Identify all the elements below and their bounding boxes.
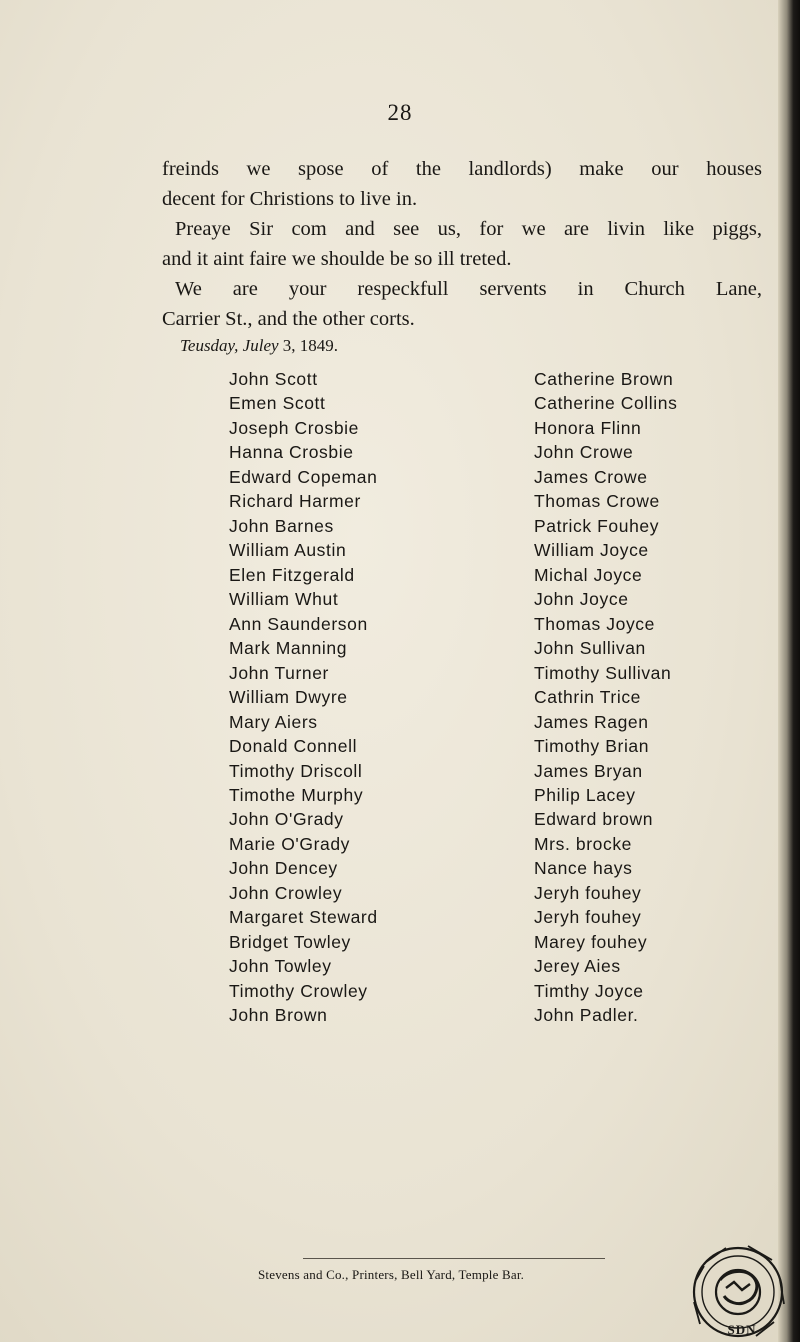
svg-text:SDN: SDN [727,1322,757,1337]
signatory-list-left [229,367,378,1028]
signatory-name: Timothe Murphy [229,784,364,805]
signatory-name: Marie O'Grady [229,833,351,854]
signatory-name: Timothy Driscoll [229,760,363,781]
letter-date [180,336,338,356]
paragraph-line: freinds we spose of the landlords) make our houses [162,158,762,180]
signatory-name: Timothy Crowley [229,980,368,1001]
signatory-name: Edward brown [534,809,654,830]
signatory-name: Patrick Fouhey [534,515,660,536]
signatory-name: Mark Manning [229,638,348,659]
signatory-name: Bridget Towley [229,931,351,952]
signatory-name: William Joyce [534,540,649,561]
page-binding-edge [778,0,800,1342]
signatory-name: Thomas Joyce [534,613,655,634]
signatory-name: Margaret Steward [229,907,378,928]
signatory-name: John Crowe [534,442,634,463]
signatory-name: John Turner [229,662,329,683]
signatory-name: Timthy Joyce [534,980,644,1001]
printer-rule [303,1258,605,1259]
signatory-name: John Crowley [229,882,343,903]
signatory-name: John Brown [229,1005,328,1026]
signatory-name: William Dwyre [229,687,348,708]
signatory-name: William Whut [229,589,339,610]
letter-paragraph-3 [162,274,762,334]
signatory-name: James Ragen [534,711,649,732]
paragraph-line: Carrier St., and the other corts. [162,308,415,330]
signatory-name: John Padler. [534,1005,639,1026]
page-number: 28 [387,100,413,125]
signatory-name: Elen Fitzgerald [229,564,355,585]
signatory-name: John Joyce [534,589,629,610]
signatory-name: John Sullivan [534,638,646,659]
signatory-name: Emen Scott [229,393,326,414]
signatory-name: John O'Grady [229,809,344,830]
signatory-name: Edward Copeman [229,466,378,487]
signatory-name: Mary Aiers [229,711,318,732]
signatory-name: Richard Harmer [229,491,361,512]
signatory-name: Jerey Aies [534,956,621,977]
signatory-name: Ann Saunderson [229,613,368,634]
signatory-name: Michal Joyce [534,564,643,585]
signatory-name: Mrs. brocke [534,833,633,854]
signatory-name: Cathrin Trice [534,687,641,708]
paragraph-line: We are your respeckfull servents in Church Lane, [175,278,762,300]
signatory-list-right [534,367,677,1028]
signatory-name: John Scott [229,369,318,389]
signatory-name: James Crowe [534,466,648,487]
printer-imprint: Stevens and Co., Printers, Bell Yard, Temple Bar. [258,1267,525,1282]
letter-paragraph-1 [162,154,762,214]
library-stamp-icon [676,1240,788,1342]
signatory-name: John Barnes [229,515,334,536]
signatory-name: Hanna Crosbie [229,442,354,463]
signatory-name: Catherine Collins [534,393,678,414]
signatory-name: Jeryh fouhey [534,907,642,928]
paragraph-line: and it aint faire we shoulde be so ill treted. [162,248,512,270]
signatory-name: Joseph Crosbie [229,417,359,438]
signatory-name: William Austin [229,540,347,561]
signatory-name: James Bryan [534,760,643,781]
date-month: Juley [242,336,279,355]
signatory-name: Philip Lacey [534,784,636,805]
signatory-name: Timothy Brian [534,736,650,757]
letter-paragraph-2 [162,214,762,274]
signatory-name: John Towley [229,956,332,977]
date-weekday: Teusday, [180,336,239,355]
signatory-name: Jeryh fouhey [534,882,642,903]
signatory-name: Catherine Brown [534,369,674,389]
signatory-name: Nance hays [534,858,633,879]
signatory-name: Honora Flinn [534,417,642,438]
paragraph-line: Preaye Sir com and see us, for we are livin like piggs, [175,218,762,240]
date-day-year: 3, 1849. [282,336,339,355]
paragraph-line: decent for Christions to live in. [162,188,418,210]
signatory-name: John Dencey [229,858,338,879]
signatory-name: Timothy Sullivan [534,662,672,683]
signatory-name: Donald Connell [229,736,358,757]
signatory-name: Thomas Crowe [534,491,660,512]
signatory-name: Marey fouhey [534,931,648,952]
